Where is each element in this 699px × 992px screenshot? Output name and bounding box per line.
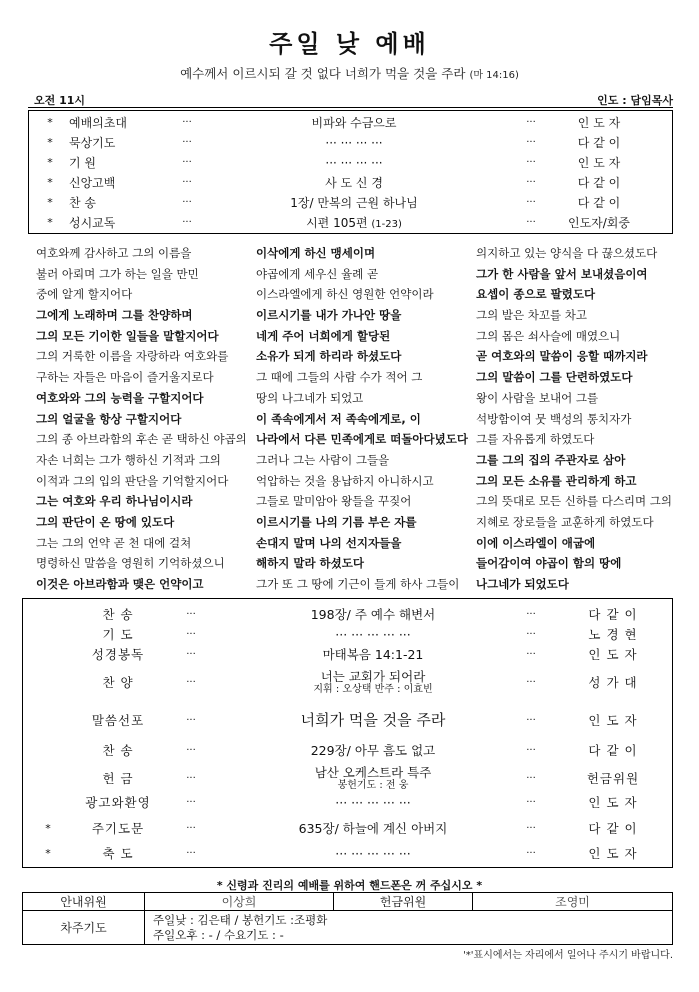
psalm-line: 들어감이여 야곱이 함의 땅에 bbox=[476, 556, 622, 571]
item-name: 묵상기도 bbox=[69, 136, 116, 150]
item-person: 인 도 자 bbox=[588, 846, 638, 861]
dots: ··· bbox=[186, 797, 196, 808]
psalm-line: 그가 한 사람을 앞서 보내셨음이여 bbox=[476, 266, 648, 281]
item-name: 성경봉독 bbox=[91, 647, 145, 662]
item-name: 찬 송 bbox=[102, 607, 134, 622]
service-time: 오전 11시 bbox=[34, 94, 86, 107]
standing-mark: * bbox=[47, 176, 53, 189]
psalm-line: 이르시기를 내가 가나안 땅을 bbox=[256, 308, 402, 323]
item-content-sub: 지휘 : 오상택 반주 : 이효빈 bbox=[313, 684, 433, 695]
order-row bbox=[29, 133, 672, 153]
psalm-line: 이스라엘에게 하신 영원한 언약이라 bbox=[256, 287, 434, 302]
psalm-line: 나그네가 되었도다 bbox=[476, 577, 569, 591]
item-person: 다 같 이 bbox=[577, 176, 621, 190]
offering-name: 조영미 bbox=[473, 893, 673, 911]
dots: ··· bbox=[186, 609, 196, 620]
item-content-main: 635장/ 하늘에 계신 아버지 bbox=[298, 821, 448, 836]
dots: ··· bbox=[182, 137, 192, 148]
subtitle-verse bbox=[0, 64, 699, 82]
psalm-line: 곧 여호와의 말씀이 응할 때까지라 bbox=[476, 349, 648, 364]
psalm-line: 그러나 그는 사람이 그들을 bbox=[256, 452, 390, 467]
order-row bbox=[29, 193, 672, 213]
staff-table bbox=[22, 892, 673, 945]
dots: ··· bbox=[186, 745, 196, 756]
item-content bbox=[253, 625, 493, 644]
item-name: 기 도 bbox=[102, 627, 134, 642]
item-content-main: ··· ··· ··· ··· ··· bbox=[335, 846, 411, 861]
psalm-line: 그의 모든 기이한 일들을 말할지어다 bbox=[36, 328, 219, 343]
psalm-line: 이것은 아브라함과 맺은 언약이고 bbox=[36, 577, 204, 591]
item-name: 헌 금 bbox=[102, 771, 134, 786]
item-person: 다 같 이 bbox=[577, 196, 621, 210]
psalm-line: 그는 여호와 우리 하나님이시라 bbox=[36, 494, 193, 509]
psalm-line: 그의 거룩한 이름을 자랑하라 여호와를 bbox=[36, 349, 229, 364]
dots: ··· bbox=[526, 649, 536, 660]
item-content bbox=[253, 645, 493, 664]
divider bbox=[28, 107, 673, 108]
psalm-line: 그의 모든 소유를 관리하게 하고 bbox=[476, 473, 637, 488]
item-content bbox=[253, 844, 493, 863]
psalm-line: 그를 그의 집의 주관자로 삼아 bbox=[476, 452, 626, 467]
phone-notice: * 신령과 진리의 예배를 위하여 핸드폰은 꺼 주십시오 * bbox=[216, 879, 483, 892]
item-content bbox=[253, 765, 493, 791]
item-name: 성시교독 bbox=[69, 216, 116, 230]
standing-mark: * bbox=[47, 136, 53, 149]
item-name: 찬 양 bbox=[102, 675, 134, 690]
item-content bbox=[253, 711, 493, 730]
psalm-line: 그의 종 아브라함의 후손 곧 택하신 야곱의 bbox=[36, 432, 247, 447]
dots: ··· bbox=[186, 823, 196, 834]
item-person: 다 같 이 bbox=[577, 136, 621, 150]
dots: ··· bbox=[186, 715, 196, 726]
dots: ··· bbox=[182, 197, 192, 208]
order-row bbox=[29, 153, 672, 173]
item-content bbox=[253, 793, 493, 812]
item-content: 사 도 신 경 bbox=[325, 176, 383, 190]
psalm-line: 땅의 나그네가 되었고 bbox=[256, 390, 364, 405]
dots: ··· bbox=[186, 773, 196, 784]
order-of-worship-part1 bbox=[28, 110, 673, 234]
standing-mark: * bbox=[47, 116, 53, 129]
order-row bbox=[29, 173, 672, 193]
item-content-sub: (1-23) bbox=[371, 219, 402, 230]
dots: ··· bbox=[526, 677, 536, 688]
item-name: 주기도문 bbox=[91, 821, 145, 836]
item-person: 다 같 이 bbox=[588, 607, 638, 622]
psalm-line: 여호와와 그의 능력을 구할지어다 bbox=[36, 390, 204, 405]
item-person: 노 경 현 bbox=[588, 627, 638, 642]
order-of-worship-part2 bbox=[22, 598, 673, 868]
dots: ··· bbox=[186, 649, 196, 660]
item-content-main: 너희가 먹을 것을 주라 bbox=[300, 711, 446, 729]
item-content-main: 시편 105편 bbox=[306, 216, 368, 230]
psalm-line: 그들로 말미암아 왕들을 꾸짖어 bbox=[256, 494, 412, 509]
psalm-column-1 bbox=[36, 243, 247, 595]
dots: ··· bbox=[526, 137, 536, 148]
psalm-line: 그의 얼굴을 항상 구할지어다 bbox=[36, 411, 182, 426]
psalm-line: 그의 몸은 쇠사슬에 매였으니 bbox=[476, 328, 621, 343]
guide-label: 안내위원 bbox=[23, 893, 145, 911]
standing-footnote: '*'표시에서는 자리에서 일어나 주시기 바랍니다. bbox=[463, 950, 673, 961]
dots: ··· bbox=[182, 177, 192, 188]
item-content-main: 너는 교회가 되어라 bbox=[320, 669, 426, 684]
psalm-line: 그의 뜻대로 모든 신하를 다스리며 그의 bbox=[476, 494, 673, 509]
psalm-line: 요셉이 종으로 팔렸도다 bbox=[476, 287, 596, 302]
dots: ··· bbox=[186, 629, 196, 640]
psalm-line: 여호와께 감사하고 그의 이름을 bbox=[36, 246, 192, 260]
standing-mark: * bbox=[47, 196, 53, 209]
dots: ··· bbox=[526, 609, 536, 620]
standing-mark: * bbox=[45, 847, 51, 860]
item-content: 비파와 수금으로 bbox=[311, 116, 397, 130]
dots: ··· bbox=[182, 157, 192, 168]
dots: ··· bbox=[182, 217, 192, 228]
standing-mark: * bbox=[47, 156, 53, 169]
subtitle-reference: (마 14:16) bbox=[469, 70, 519, 81]
psalm-line: 이적과 그의 입의 판단을 기억할지어다 bbox=[36, 473, 229, 488]
item-name: 찬 송 bbox=[69, 196, 96, 210]
next-week-line-2: 주일오후 : - / 수요기도 : - bbox=[153, 927, 284, 942]
item-content-main: ··· ··· ··· ··· ··· bbox=[335, 627, 411, 642]
psalm-line: 네게 주어 너희에게 할당된 bbox=[256, 328, 391, 343]
item-content: 1장/ 만복의 근원 하나님 bbox=[290, 196, 418, 210]
psalm-line: 억압하는 것을 용납하지 아니하시고 bbox=[256, 473, 434, 488]
service-leader: 인도 : 담임목사 bbox=[597, 94, 673, 107]
item-person: 인 도 자 bbox=[577, 116, 621, 130]
item-name: 축 도 bbox=[102, 846, 134, 861]
dots: ··· bbox=[526, 157, 536, 168]
standing-mark: * bbox=[47, 216, 53, 229]
next-week-prayer bbox=[145, 911, 673, 945]
subtitle-text: 예수께서 이르시되 갈 것 없다 너희가 먹을 것을 주라 bbox=[180, 66, 466, 81]
item-content bbox=[253, 819, 493, 838]
psalm-line: 불러 아뢰며 그가 하는 일을 만민 bbox=[36, 266, 199, 281]
psalm-column-2 bbox=[256, 243, 468, 595]
dots: ··· bbox=[182, 117, 192, 128]
psalm-line: 해하지 말라 하셨도다 bbox=[256, 556, 364, 571]
dots: ··· bbox=[526, 773, 536, 784]
next-week-label: 차주기도 bbox=[23, 911, 145, 945]
item-name: 찬 송 bbox=[102, 743, 134, 758]
dots: ··· bbox=[526, 217, 536, 228]
psalm-line: 손대지 말며 나의 선지자들을 bbox=[256, 535, 402, 550]
dots: ··· bbox=[526, 629, 536, 640]
dots: ··· bbox=[526, 797, 536, 808]
order-row bbox=[29, 213, 672, 233]
item-name: 신앙고백 bbox=[69, 176, 116, 190]
item-content-main: 198장/ 주 예수 해변서 bbox=[310, 607, 436, 622]
item-content bbox=[253, 669, 493, 695]
psalm-line: 나라에서 다른 민족에게로 떠돌아다녔도다 bbox=[256, 432, 468, 447]
psalm-line: 그에게 노래하며 그를 찬양하며 bbox=[36, 308, 193, 323]
dots: ··· bbox=[526, 117, 536, 128]
psalm-line: 이삭에게 하신 맹세이며 bbox=[256, 246, 376, 260]
item-person: 헌금위원 bbox=[586, 771, 640, 786]
psalm-line: 그의 발은 차꼬를 차고 bbox=[476, 308, 587, 323]
item-content-main: ··· ··· ··· ··· ··· bbox=[335, 795, 411, 810]
item-person: 인 도 자 bbox=[588, 713, 638, 728]
item-person: 다 같 이 bbox=[588, 743, 638, 758]
psalm-line: 그 때에 그들의 사람 수가 적어 그 bbox=[256, 370, 423, 385]
item-content-main: 남산 오케스트라 특주 bbox=[314, 765, 432, 780]
psalm-line: 이에 이스라엘이 애굽에 bbox=[476, 535, 596, 550]
item-content-main: 마태복음 14:1-21 bbox=[322, 647, 424, 662]
psalm-line: 석방함이여 뭇 백성의 통치자가 bbox=[476, 411, 632, 426]
item-content bbox=[239, 213, 469, 235]
psalm-line: 야곱에게 세우신 율례 곧 bbox=[256, 266, 379, 281]
dots: ··· bbox=[186, 677, 196, 688]
item-person: 다 같 이 bbox=[588, 821, 638, 836]
psalm-line: 명령하신 말씀을 영원히 기억하셨으니 bbox=[36, 556, 225, 571]
psalm-line: 의지하고 있는 양식을 다 끊으셨도다 bbox=[476, 246, 658, 260]
item-name: 예배의초대 bbox=[69, 116, 127, 130]
item-content: ··· ··· ··· ··· bbox=[325, 156, 383, 170]
offering-label: 헌금위원 bbox=[334, 893, 473, 911]
guide-name: 이상희 bbox=[145, 893, 334, 911]
item-person: 인 도 자 bbox=[577, 156, 621, 170]
dots: ··· bbox=[526, 177, 536, 188]
psalm-line: 소유가 되게 하리라 하셨도다 bbox=[256, 349, 402, 364]
dots: ··· bbox=[526, 848, 536, 859]
item-name: 기 원 bbox=[69, 156, 96, 170]
item-person: 성 가 대 bbox=[588, 675, 638, 690]
psalm-line: 이 족속에게서 저 족속에게로, 이 bbox=[256, 411, 421, 426]
psalm-line: 지혜로 장로들을 교훈하게 하였도다 bbox=[476, 514, 654, 529]
dots: ··· bbox=[526, 715, 536, 726]
item-name: 광고와환영 bbox=[85, 795, 151, 810]
dots: ··· bbox=[526, 823, 536, 834]
item-content-sub: 봉헌기도 : 전 웅 bbox=[337, 780, 409, 791]
item-content bbox=[253, 741, 493, 760]
psalm-line: 그의 말씀이 그를 단련하였도다 bbox=[476, 370, 633, 385]
psalm-line: 그의 판단이 온 땅에 있도다 bbox=[36, 514, 175, 529]
dots: ··· bbox=[526, 745, 536, 756]
psalm-line: 그를 자유롭게 하였도다 bbox=[476, 432, 595, 447]
item-person: 인도자/회중 bbox=[567, 216, 630, 230]
item-name: 말씀선포 bbox=[91, 713, 145, 728]
psalm-line: 중에 알게 할지어다 bbox=[36, 287, 133, 302]
dots: ··· bbox=[186, 848, 196, 859]
next-week-line-1: 주일낮 : 김은태 / 봉헌기도 :조평화 bbox=[153, 912, 328, 927]
psalm-line: 이르시기를 나의 기름 부은 자를 bbox=[256, 514, 417, 529]
item-person: 인 도 자 bbox=[588, 647, 638, 662]
psalm-line: 자손 너희는 그가 행하신 기적과 그의 bbox=[36, 452, 221, 467]
item-content bbox=[253, 605, 493, 624]
item-content-main: 229장/ 아무 흠도 없고 bbox=[310, 743, 436, 758]
psalm-line: 구하는 자들은 마음이 즐거울지로다 bbox=[36, 370, 214, 385]
item-person: 인 도 자 bbox=[588, 795, 638, 810]
psalm-column-3 bbox=[476, 243, 672, 595]
psalm-line: 그는 그의 언약 곧 천 대에 걸쳐 bbox=[36, 535, 192, 550]
dots: ··· bbox=[526, 197, 536, 208]
page-title: 주일 낮 예배 bbox=[269, 30, 430, 58]
psalm-line: 왕이 사람을 보내어 그를 bbox=[476, 390, 599, 405]
standing-mark: * bbox=[45, 822, 51, 835]
item-content: ··· ··· ··· ··· bbox=[325, 136, 383, 150]
order-row bbox=[29, 113, 672, 133]
psalm-line: 그가 또 그 땅에 기근이 들게 하사 그들이 bbox=[256, 577, 460, 591]
